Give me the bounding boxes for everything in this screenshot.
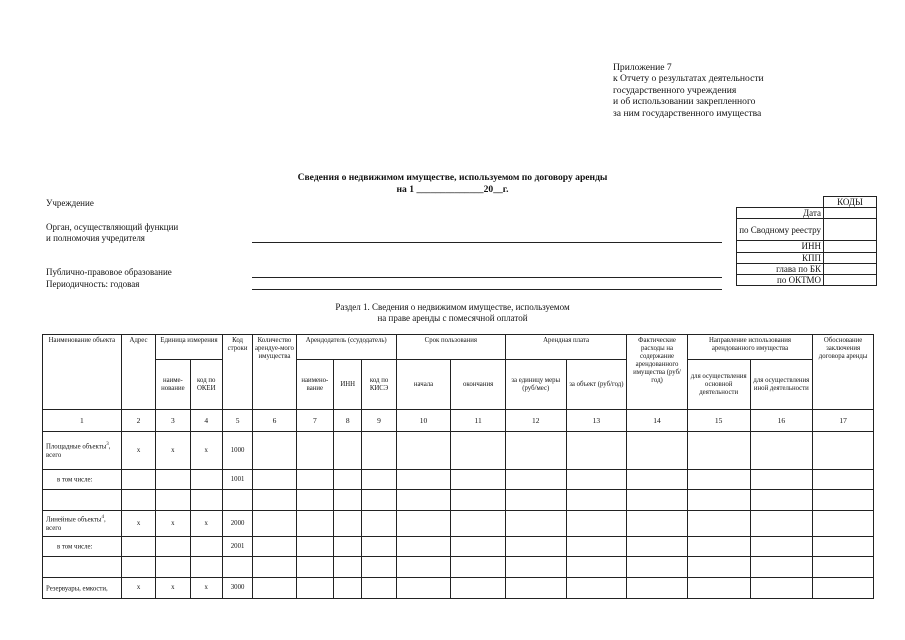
header-name: Наименование объекта [43,335,122,410]
column-number: 10 [396,410,451,432]
row-code: 1000 [222,432,252,470]
document-title [0,172,905,196]
code-value-oktmo[interactable] [824,274,877,285]
row-unit-okei [190,490,222,511]
table-cell[interactable] [451,557,506,578]
table-cell[interactable] [750,511,813,537]
public-entity-label: Публично-правовое образование [46,267,172,277]
header-lessor-kise: код по КИСЭ [362,360,396,410]
section-heading [0,302,905,324]
table-cell[interactable] [362,557,396,578]
table-cell[interactable] [334,432,362,470]
table-cell[interactable] [813,511,874,537]
row-code: 3000 [222,578,252,599]
code-value-kpp[interactable] [824,252,877,263]
row-unit-name [156,557,190,578]
row-name [43,511,122,537]
header-unit: Единица измерения [156,335,223,360]
header-actual-costs: Фактические расходы на содержание арендованного имущества (руб/год) [627,335,688,410]
table-cell[interactable] [750,537,813,557]
table-cell[interactable] [396,432,451,470]
column-number: 12 [505,410,566,432]
column-number: 8 [334,410,362,432]
table-cell[interactable] [687,557,750,578]
table-cell[interactable] [334,578,362,599]
table-cell[interactable] [627,578,688,599]
row-code: 2000 [222,511,252,537]
table-cell[interactable] [296,537,333,557]
column-number: 11 [451,410,506,432]
table-cell[interactable] [750,432,813,470]
column-number: 4 [190,410,222,432]
row-unit-name [156,470,190,490]
codes-corner [737,197,824,208]
table-row [43,432,874,470]
table-cell[interactable] [396,511,451,537]
row-unit-okei [190,470,222,490]
row-address [121,557,155,578]
table-cell[interactable] [362,537,396,557]
table-cell[interactable] [396,537,451,557]
code-label-inn: ИНН [737,241,824,252]
table-cell[interactable] [566,490,627,511]
column-number: 13 [566,410,627,432]
header-rent: Арендная плата [505,335,626,360]
table-cell[interactable] [253,470,296,490]
header-lessor-inn: ИНН [334,360,362,410]
table-cell[interactable] [451,490,506,511]
table-cell[interactable] [334,511,362,537]
table-cell[interactable] [750,490,813,511]
table-cell[interactable] [813,557,874,578]
table-cell[interactable] [627,432,688,470]
appendix-line: государственного учреждения [613,84,737,96]
table-cell[interactable] [253,557,296,578]
table-cell[interactable] [296,470,333,490]
table-cell[interactable] [334,490,362,511]
table-cell[interactable] [566,557,627,578]
appendix-line: к Отчету о результатах деятельности [613,73,764,85]
column-number: 16 [750,410,813,432]
footnote-ref: 3 [106,442,109,448]
authority-label-2: и полномочия учредителя [46,233,145,243]
table-cell[interactable] [296,578,333,599]
code-value-bk[interactable] [824,263,877,274]
table-cell[interactable] [396,490,451,511]
table-cell[interactable] [451,511,506,537]
column-number: 17 [813,410,874,432]
code-label-kpp: КПП [737,252,824,263]
row-unit-okei: x [190,511,222,537]
institution-label: Учреждение [46,198,94,208]
row-name-text: Линейные объекты [46,516,102,524]
table-cell[interactable] [334,470,362,490]
row-address: x [121,432,155,470]
table-row [43,470,874,490]
table-cell[interactable] [566,432,627,470]
table-cell[interactable] [813,578,874,599]
table-row [43,490,874,511]
row-unit-name: x [156,432,190,470]
row-unit-okei: x [190,578,222,599]
appendix-line: и об использовании закрепленного [613,96,756,108]
header-lessor: Арендодатель (ссудодатель) [296,335,396,360]
row-name [43,537,122,557]
row-address [121,537,155,557]
table-cell[interactable] [296,490,333,511]
table-cell[interactable] [627,490,688,511]
row-name-text: в том числе: [57,476,93,484]
row-unit-name [156,490,190,511]
row-address [121,490,155,511]
row-unit-okei: x [190,432,222,470]
table-cell[interactable] [813,432,874,470]
table-cell[interactable] [505,470,566,490]
row-name [43,432,122,470]
code-value-inn[interactable] [824,241,877,252]
row-address: x [121,578,155,599]
table-row [43,511,874,537]
table-cell[interactable] [296,432,333,470]
table-cell[interactable] [253,578,296,599]
table-cell[interactable] [253,511,296,537]
header-unit-name: наиме-нование [156,360,190,410]
table-cell[interactable] [687,470,750,490]
table-cell[interactable] [627,470,688,490]
table-row [43,537,874,557]
header-direction: Направление использования арендованного имущества [687,335,812,360]
header-code: Код строки [222,335,252,410]
table-cell[interactable] [566,537,627,557]
row-address [121,470,155,490]
row-name [43,490,122,511]
table-cell[interactable] [687,578,750,599]
table-cell[interactable] [627,511,688,537]
column-number: 1 [43,410,122,432]
footnote-ref: 4 [101,515,104,521]
table-cell[interactable] [334,557,362,578]
table-cell[interactable] [396,578,451,599]
table-cell[interactable] [362,432,396,470]
table-row [43,557,874,578]
table-cell[interactable] [505,537,566,557]
code-value-registry[interactable] [824,219,877,241]
header-term-start: начала [396,360,451,410]
table-cell[interactable] [687,490,750,511]
table-cell[interactable] [362,490,396,511]
table-cell[interactable] [451,470,506,490]
header-rent-unit: за единицу меры (руб/мес) [505,360,566,410]
column-number: 14 [627,410,688,432]
section-line: на праве аренды с помесячной оплатой [377,313,528,323]
periodicity-label: Периодичность: годовая [46,279,140,289]
section-line: Раздел 1. Сведения о недвижимом имуществе, используемом [335,302,570,312]
table-cell[interactable] [813,537,874,557]
column-number: 6 [253,410,296,432]
column-numbers-row [43,410,874,432]
column-number: 2 [121,410,155,432]
table-cell[interactable] [362,470,396,490]
row-code: 2001 [222,537,252,557]
row-unit-name: x [156,578,190,599]
appendix-note [613,62,764,119]
rental-table [42,334,874,599]
code-label-bk: глава по БК [737,263,824,274]
header-term-end: окончания [451,360,506,410]
table-cell[interactable] [566,511,627,537]
table-cell[interactable] [396,557,451,578]
header-term: Срок пользования [396,335,505,360]
row-name-text: Площадные объекты [46,443,107,451]
table-cell[interactable] [451,537,506,557]
code-label-date: Дата [737,208,824,219]
row-name-text: Резервуары, емкости, [46,585,108,593]
table-cell[interactable] [687,432,750,470]
row-name-tail: , всего [46,443,111,459]
codes-header: КОДЫ [824,197,877,208]
table-cell[interactable] [505,490,566,511]
row-name [43,557,122,578]
public-entity-field-line[interactable] [252,277,722,278]
table-cell[interactable] [296,557,333,578]
codes-table [736,196,877,286]
table-cell[interactable] [451,578,506,599]
title-line: Сведения о недвижимом имуществе, используемом по договору аренды [297,172,608,183]
row-name [43,578,122,599]
table-cell[interactable] [334,537,362,557]
column-number: 3 [156,410,190,432]
appendix-line: за ним государственного имущества [613,107,762,119]
table-cell[interactable] [750,557,813,578]
code-label-registry: по Сводному реестру [737,219,824,241]
code-label-oktmo: по ОКТМО [737,274,824,285]
header-quantity: Количество арендуе-мого имущества [253,335,296,410]
table-cell[interactable] [813,470,874,490]
header-direction-other: для осуществления иной деятельности [750,360,813,410]
header-address: Адрес [121,335,155,410]
table-cell[interactable] [566,578,627,599]
header-unit-okei: код по ОКЕИ [190,360,222,410]
row-name [43,470,122,490]
table-cell[interactable] [362,511,396,537]
table-cell[interactable] [566,470,627,490]
row-name-tail: , всего [46,516,106,532]
table-cell[interactable] [296,511,333,537]
row-unit-name: x [156,511,190,537]
table-cell[interactable] [627,537,688,557]
row-code [222,557,252,578]
column-number: 15 [687,410,750,432]
table-cell[interactable] [505,432,566,470]
header-lessor-name: наимено-вание [296,360,333,410]
header-justification: Обоснование заключения договора аренды [813,335,874,410]
header-rent-object: за объект (руб/год) [566,360,627,410]
column-number: 5 [222,410,252,432]
row-address: x [121,511,155,537]
table-cell[interactable] [750,470,813,490]
table-cell[interactable] [505,557,566,578]
row-unit-okei [190,557,222,578]
row-unit-name [156,537,190,557]
column-number: 9 [362,410,396,432]
table-cell[interactable] [253,432,296,470]
table-cell[interactable] [505,511,566,537]
row-name-text: в том числе: [57,543,93,551]
column-number: 7 [296,410,333,432]
periodicity-field-line [252,289,722,290]
authority-field-line[interactable] [252,242,722,243]
row-code: 1001 [222,470,252,490]
title-date-line: на 1 ______________20__г. [396,184,509,195]
table-cell[interactable] [451,432,506,470]
row-unit-okei [190,537,222,557]
code-value-date[interactable] [824,208,877,219]
authority-label-1: Орган, осуществляющий функции [46,222,179,232]
table-cell[interactable] [627,557,688,578]
appendix-line: Приложение 7 [613,62,672,73]
table-cell[interactable] [750,578,813,599]
table-cell[interactable] [505,578,566,599]
table-cell[interactable] [687,537,750,557]
table-cell[interactable] [253,490,296,511]
table-row [43,578,874,599]
table-cell[interactable] [253,537,296,557]
table-cell[interactable] [362,578,396,599]
table-cell[interactable] [396,470,451,490]
row-code [222,490,252,511]
table-cell[interactable] [813,490,874,511]
header-direction-main: для осуществления основной деятельности [687,360,750,410]
table-cell[interactable] [687,511,750,537]
